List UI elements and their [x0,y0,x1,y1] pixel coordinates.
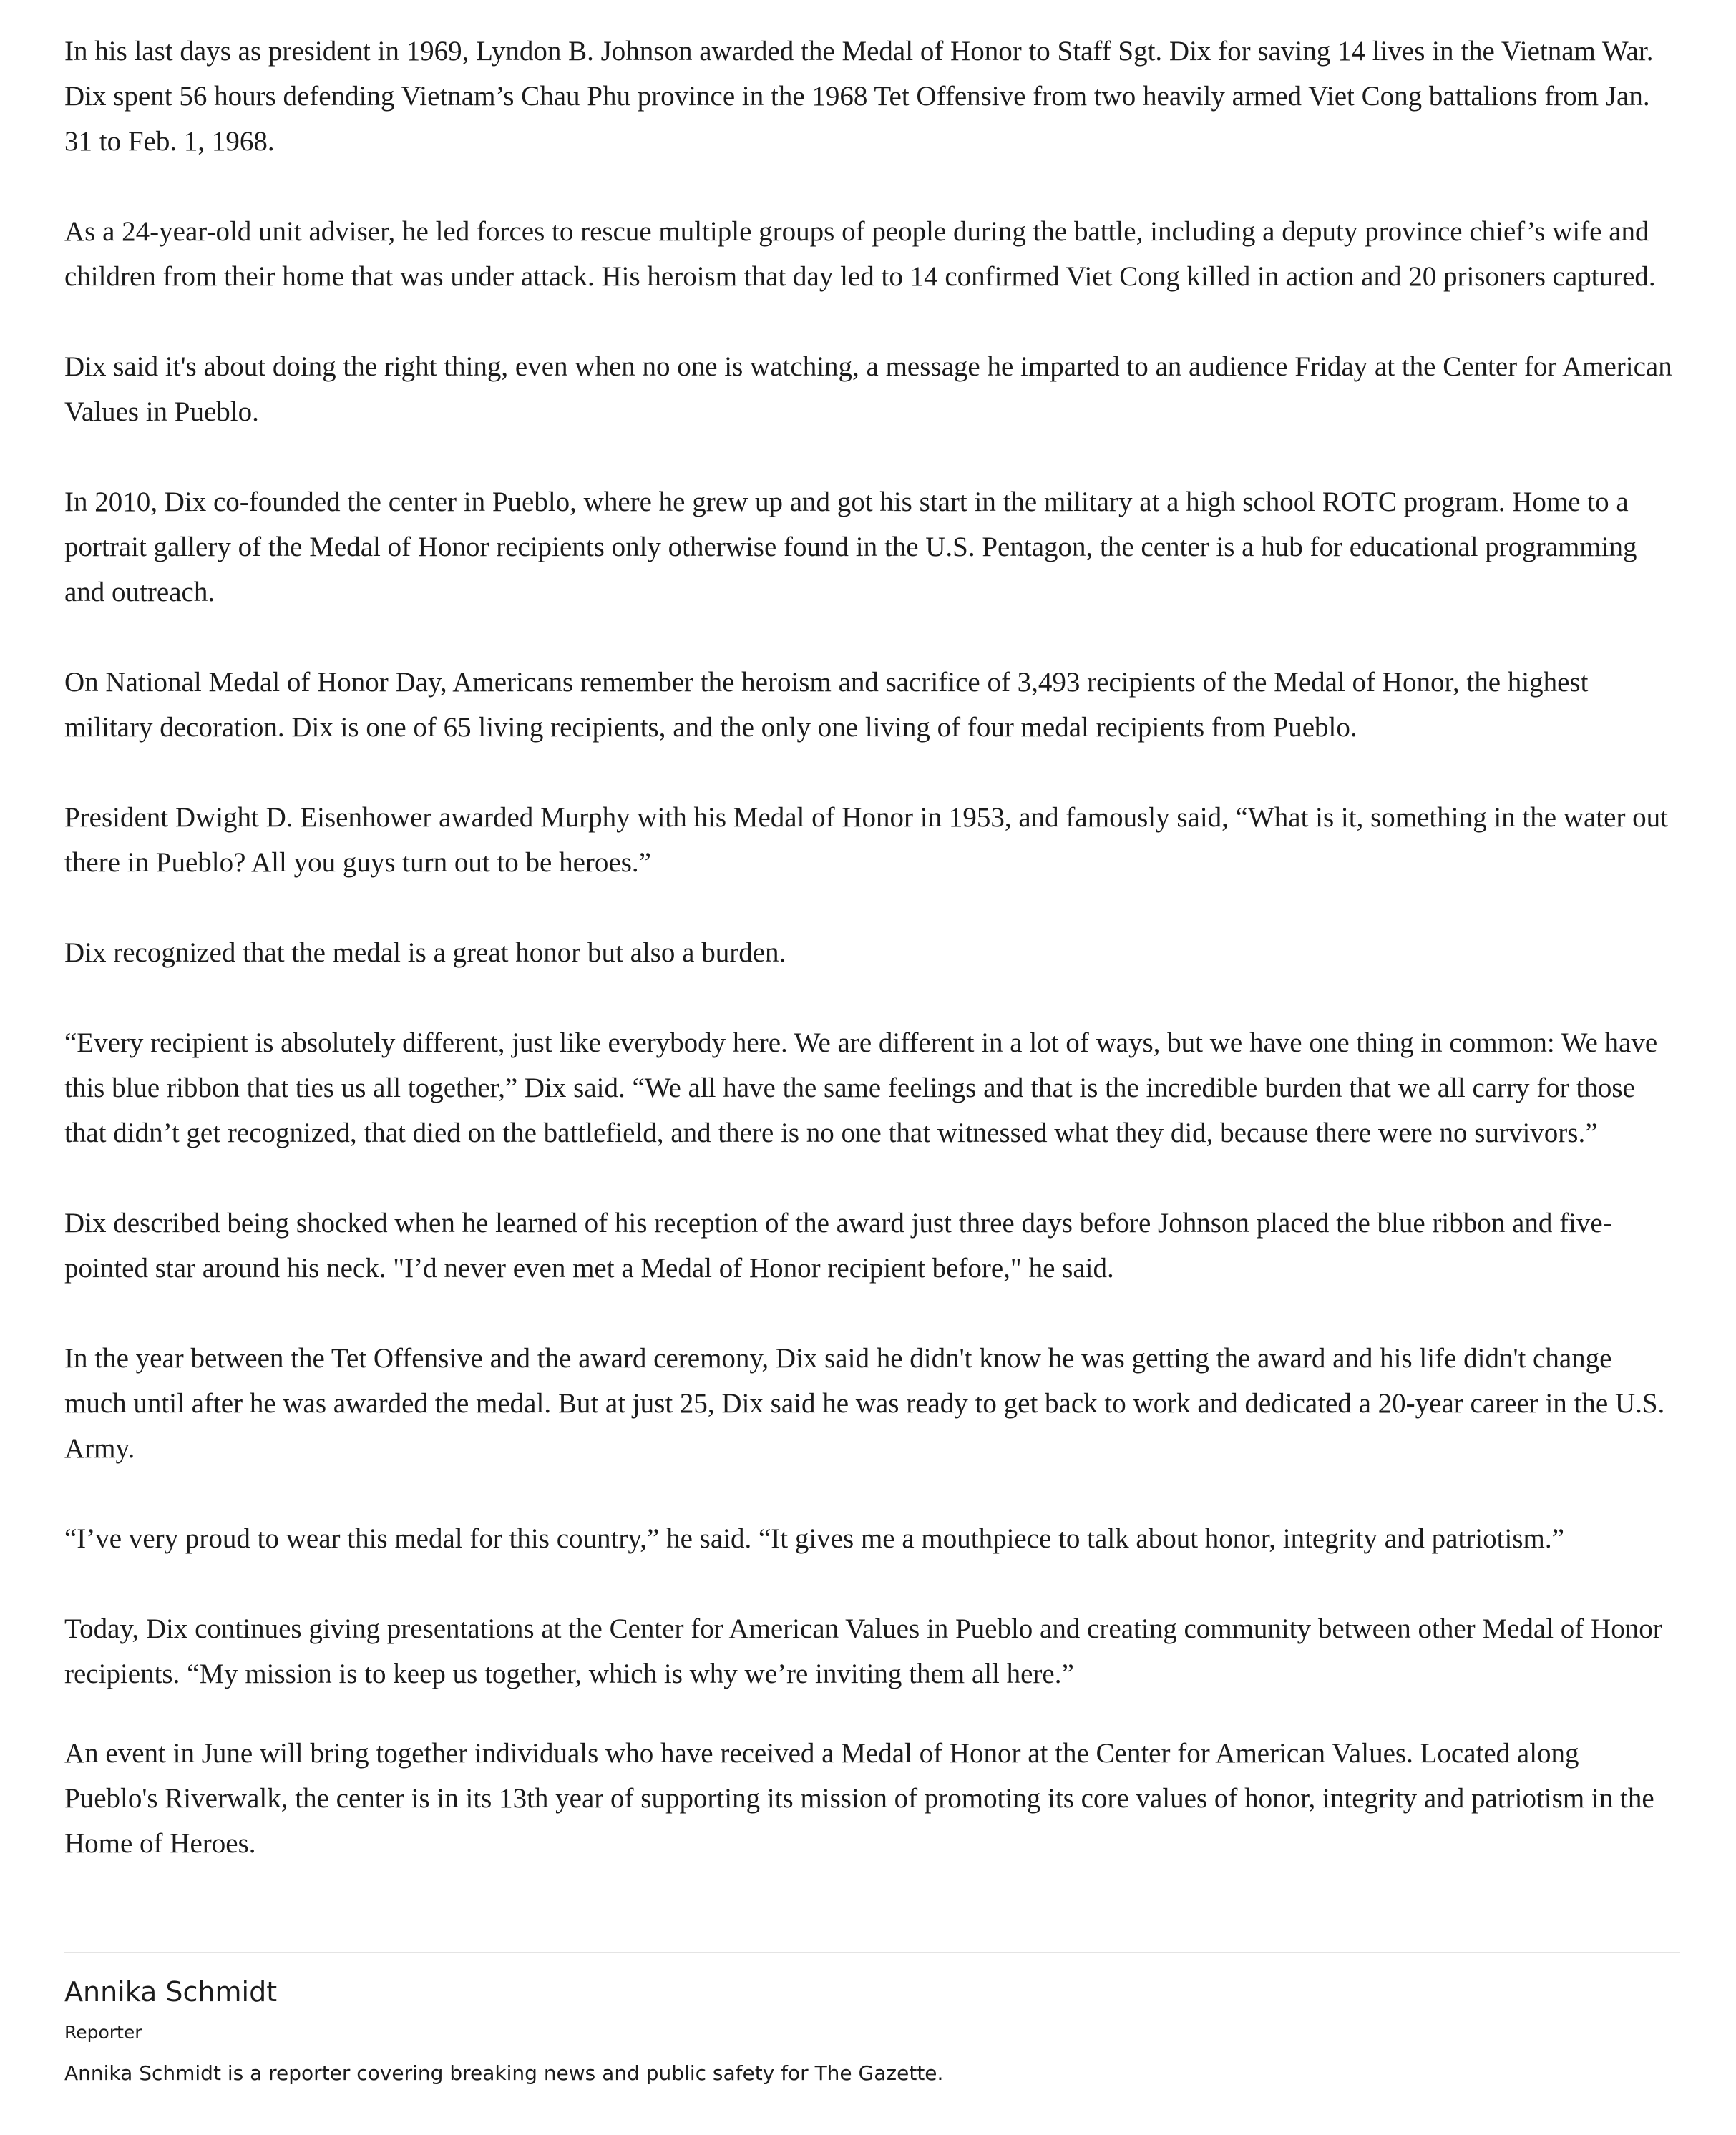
article-paragraph: In the year between the Tet Offensive and the award ceremony, Dix said he didn't know he was getting the award and his life didn't change much until after he was awarded the medal. But at just 25, Dix said he was ready to get back to work and dedicated a 20-year career in the U.S. Army. [64,1343,1665,1464]
article-paragraph: Dix described being shocked when he learned of his reception of the award just three days before Johnson placed the blue ribbon and five-pointed star around his neck. "I’d never even met a Medal of Honor recipient before," he said. [64,1208,1612,1284]
byline-divider [64,1952,1680,1953]
article-paragraph: In his last days as president in 1969, Lyndon B. Johnson awarded the Medal of Honor to Staff Sgt. Dix for saving 14 lives in the Vietnam War. Dix spent 56 hours defending Vietnam’s Chau Phu province in the 1968 Tet Offensive from two heavily armed Viet Cong battalions from Jan. 31 to Feb. 1, 1968. [64,36,1654,157]
article-paragraph: Dix recognized that the medal is a great honor but also a burden. [64,937,786,968]
article-body [64,29,1674,1866]
author-byline [64,1973,1674,2088]
article-paragraph: In 2010, Dix co-founded the center in Pueblo, where he grew up and got his start in the military at a high school ROTC program. Home to a portrait gallery of the Medal of Honor recipients only otherwise found in the U.S. Pentagon, the center is a hub for educational programming and outreach. [64,487,1637,607]
article-paragraph: Today, Dix continues giving presentations at the Center for American Values in Pueblo and creating community between other Medal of Honor recipients. “My mission is to keep us together, which is why we’re inviting them all here.” [64,1613,1662,1689]
article-paragraph: As a 24-year-old unit adviser, he led forces to rescue multiple groups of people during the battle, including a deputy province chief’s wife and children from their home that was under attack. His heroism that day led to 14 confirmed Viet Cong killed in action and 20 prisoners captured. [64,216,1656,292]
article-paragraph: President Dwight D. Eisenhower awarded Murphy with his Medal of Honor in 1953, and famously said, “What is it, something in the water out there in Pueblo? All you guys turn out to be heroes.” [64,802,1669,878]
article-paragraph: An event in June will bring together individuals who have received a Medal of Honor at the Center for American Values. Located along Pueblo's Riverwalk, the center is in its 13th year of supporting its mission of promoting its core values of honor, integrity and patriotism in the Home of Heroes. [64,1738,1654,1859]
author-bio: Annika Schmidt is a reporter covering breaking news and public safety for The Gazette. [64,2061,944,2085]
article-paragraph: On National Medal of Honor Day, Americans remember the heroism and sacrifice of 3,493 recipients of the Medal of Honor, the highest military decoration. Dix is one of 65 living recipients, and the only one living of four medal recipients from Pueblo. [64,667,1589,743]
author-role: Reporter [64,2022,142,2043]
article-paragraph: Dix said it's about doing the right thing, even when no one is watching, a message he imparted to an audience Friday at the Center for American Values in Pueblo. [64,351,1672,427]
article-paragraph: “Every recipient is absolutely different, just like everybody here. We are different in a lot of ways, but we have one thing in common: We have this blue ribbon that ties us all together,” Dix said. “We all have the same feelings and that is the incredible burden that we all carry for those that didn’t get recognized, that died on the battlefield, and there is no one that witnessed what they did, because there were no survivors.” [64,1027,1658,1148]
article-paragraph: “I’ve very proud to wear this medal for this country,” he said. “It gives me a mouthpiece to talk about honor, integrity and patriotism.” [64,1523,1564,1554]
author-name[interactable]: Annika Schmidt [64,1976,278,2008]
